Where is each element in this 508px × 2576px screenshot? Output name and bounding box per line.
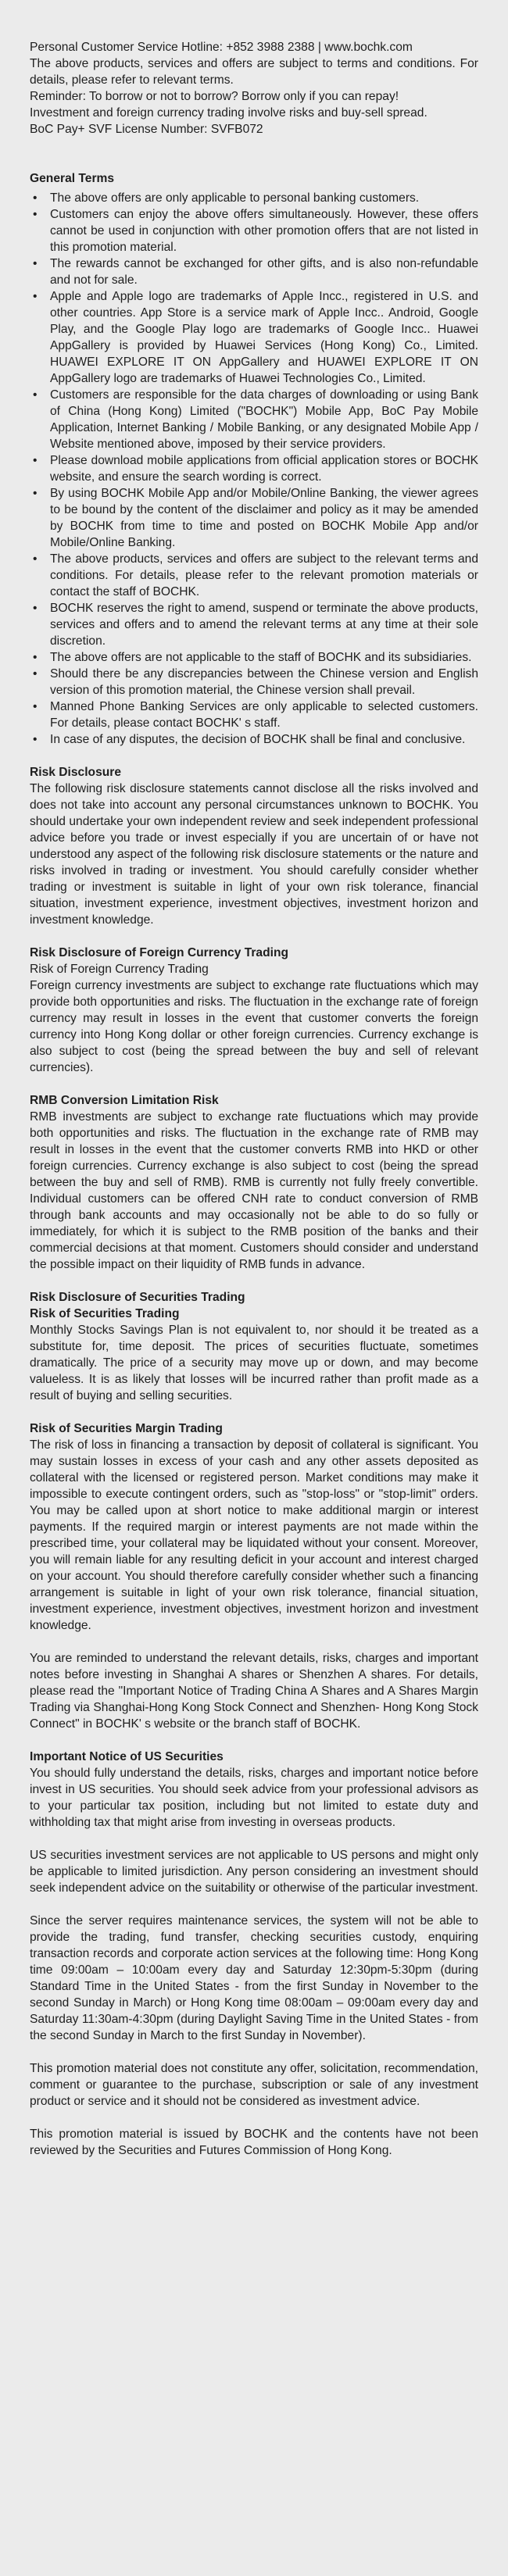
securities-subheading: Risk of Securities Trading [30,1307,180,1320]
us-persons-text: US securities investment services are not applicable to US persons and might only be applicable to limited jurisdiction. Any person considering an investment should seek independent advice on the suitability or otherwise of the particular investment. [30,1849,478,1895]
list-item: • Should there be any discrepancies between the Chinese version and English version of this promotion material, the Chinese version shall prevail. [30,666,478,698]
list-item: • The above offers are not applicable to the staff of BOCHK and its subsidiaries. [30,649,478,666]
maintenance-text: Since the server requires maintenance services, the system will not be able to provide the trading, fund transfer, checking securities custody, enquiring transaction records and corporate action services at the following time: Hong Kong time 09:00am – 10:00am every day and Saturday 12:30pm-5:30pm (during Standard Time in the United States - from the first Sunday in November to the second Sunday in March) or Hong Kong time 08:00am – 09:00am every day and Saturday 11:30am-4:30pm (during Daylight Saving Time in the United States - from the second Sunday in March to the first Sunday in November). [30,1914,478,2042]
list-item: • The rewards cannot be exchanged for other gifts, and is also non-refundable and not for sale. [30,255,478,288]
general-terms-list [30,190,478,748]
securities-text: Monthly Stocks Savings Plan is not equivalent to, nor should it be treated as a substitute for, time deposit. The prices of securities fluctuate, sometimes dramatically. The price of a security may move up or down, and may become valueless. It is as likely that losses will be incurred rather than profit made as a result of buying and selling securities. [30,1324,478,1402]
contact-intro [30,39,478,138]
foreign-currency-heading: Risk Disclosure of Foreign Currency Trading [30,946,289,959]
list-item: • Please download mobile applications from official application stores or BOCHK website, and ensure the search wording is correct. [30,452,478,485]
us-securities-heading: Important Notice of US Securities [30,1750,224,1763]
list-item: • Customers are responsible for the data charges of downloading or using Bank of China (Hong Kong) Limited ("BOCHK") Mobile App, BoC Pay Mobile Application, Internet Banking / Mobile Banking, or any designated Mobile App / Website mentioned above, imposed by their service providers. [30,387,478,452]
not-an-offer-text: This promotion material does not constitute any offer, solicitation, recommendation, comment or guarantee to the purchase, subscription or sale of any investment product or service and it should not be considered as investment advice. [30,2062,478,2108]
risk-disclosure-section [30,764,478,928]
list-item: • By using BOCHK Mobile App and/or Mobile/Online Banking, the viewer agrees to be bound by the content of the disclaimer and policy as it may be amended by BOCHK from time to time and posted on BOCHK Mobile App and/or Mobile/Online Banking. [30,485,478,551]
margin-section [30,1420,478,1732]
foreign-currency-subheading: Risk of Foreign Currency Trading [30,963,209,976]
us-securities-section [30,1749,478,2159]
list-item: • The above offers are only applicable to personal banking customers. [30,190,478,206]
securities-section [30,1289,478,1404]
list-item: • The above products, services and offers are subject to the relevant terms and conditions. For details, please refer to the relevant promotion materials or contact the staff of BOCHK. [30,551,478,600]
list-item: • Customers can enjoy the above offers simultaneously. However, these offers cannot be used in conjunction with other promotion offers that are not listed in this promotion material. [30,206,478,255]
risk-disclosure-heading: Risk Disclosure [30,766,122,779]
rmb-heading: RMB Conversion Limitation Risk [30,1094,219,1107]
general-terms-section [30,170,478,748]
general-terms-heading: General Terms [30,172,115,185]
rmb-section [30,1092,478,1273]
list-item: • BOCHK reserves the right to amend, suspend or terminate the above products, services and offers and to amend the relevant terms at any time at their sole discretion. [30,600,478,649]
list-item: • Apple and Apple logo are trademarks of Apple Incc., registered in U.S. and other countries. App Store is a service mark of Apple Incc.. Android, Google Play, and the Google Play logo are trademarks of Google Incc.. Huawei AppGallery is provided by Huawei Services (Hong Kong) Co., Limited. HUAWEI EXPLORE IT ON AppGallery and HUAWEI EXPLORE IT ON AppGallery logo are trademarks of Huawei Technologies Co., Limited. [30,288,478,387]
a-shares-reminder-text: You are reminded to understand the relevant details, risks, charges and important notes before investing in Shanghai A shares or Shenzhen A shares. For details, please read the "Important Notice of Trading China A Shares and A Shares Margin Trading via Shanghai-Hong Kong Stock Connect and Shenzhen- Hong Kong Stock Connect" in BOCHK' s website or the branch staff of BOCHK. [30,1652,478,1731]
terms-notice-line: The above products, services and offers are subject to terms and conditions. For details, please refer to relevant terms. [30,57,478,87]
margin-heading: Risk of Securities Margin Trading [30,1422,223,1435]
securities-heading: Risk Disclosure of Securities Trading [30,1291,245,1304]
svf-license-line: BoC Pay+ SVF License Number: SVFB072 [30,123,263,136]
list-item: • In case of any disputes, the decision of BOCHK shall be final and conclusive. [30,731,478,748]
margin-text: The risk of loss in financing a transaction by deposit of collateral is significant. You may sustain losses in excess of your cash and any other assets deposited as collateral with the licensed or registered person. Market conditions may make it impossible to execute contingent orders, such as "stop-loss" or "stop-limit" orders. You may be called upon at short notice to make additional margin or interest payments. If the required margin or interest payments are not made within the prescribed time, your collateral may be liquidated without your consent. Moreover, you will remain liable for any resulting deficit in your account and interest charged on your account. You should therefore carefully consider whether such a financing arrangement is suitable in light of your own risk tolerance, financial situation, investment experience, investment objectives, investment horizon and investment knowledge. [30,1438,478,1632]
investment-risk-line: Investment and foreign currency trading involve risks and buy-sell spread. [30,106,428,120]
list-item: • Manned Phone Banking Services are only applicable to selected customers. For details, please contact BOCHK' s staff. [30,698,478,731]
risk-disclosure-text: The following risk disclosure statements cannot disclose all the risks involved and does not take into account any personal circumstances unknown to BOCHK. You should undertake your own independent review and seek independent professional advice before you trade or invest especially if you are uncertain of or have not understood any aspect of the following risk disclosure statements or the nature and risks involved in trading or investment. You should carefully consider whether trading or investment is suitable in light of your own risk tolerance, financial situation, investment experience, investment objectives, investment horizon and investment knowledge. [30,782,478,927]
borrow-reminder-line: Reminder: To borrow or not to borrow? Borrow only if you can repay! [30,90,399,103]
hotline-line: Personal Customer Service Hotline: +852 3988 2388 | www.bochk.com [30,41,413,54]
foreign-currency-section [30,945,478,1076]
issuer-text: This promotion material is issued by BOCHK and the contents have not been reviewed by the Securities and Futures Commission of Hong Kong. [30,2128,478,2157]
foreign-currency-text: Foreign currency investments are subject to exchange rate fluctuations which may provide both opportunities and risks. The fluctuation in the exchange rate of foreign currency may result in losses in the event that customer converts the foreign currency into Hong Kong dollar or other foreign currencies. Currency exchange is also subject to cost (being the spread between the buy and sell of relevant currencies). [30,979,478,1074]
rmb-text: RMB investments are subject to exchange rate fluctuations which may provide both opportunities and risks. The fluctuation in the exchange rate of RMB may result in losses in the event that the customer converts RMB into HKD or other foreign currencies. Currency exchange is also subject to cost (being the spread between the buy and sell of RMB). RMB is currently not fully freely convertible. Individual customers can be offered CNH rate to conduct conversion of RMB through bank accounts and may occasionally not be able to do so fully or immediately, for which it is subject to the RMB position of the banks and their commercial decisions at that moment. Customers should consider and understand the possible impact on their liquidity of RMB funds in advance. [30,1110,478,1271]
us-securities-text: You should fully understand the details, risks, charges and important notice before invest in US securities. You should seek advice from your professional advisors as to your particular tax position, including but not limited to estate duty and withholding tax that might arise from investing in overseas products. [30,1767,478,1829]
